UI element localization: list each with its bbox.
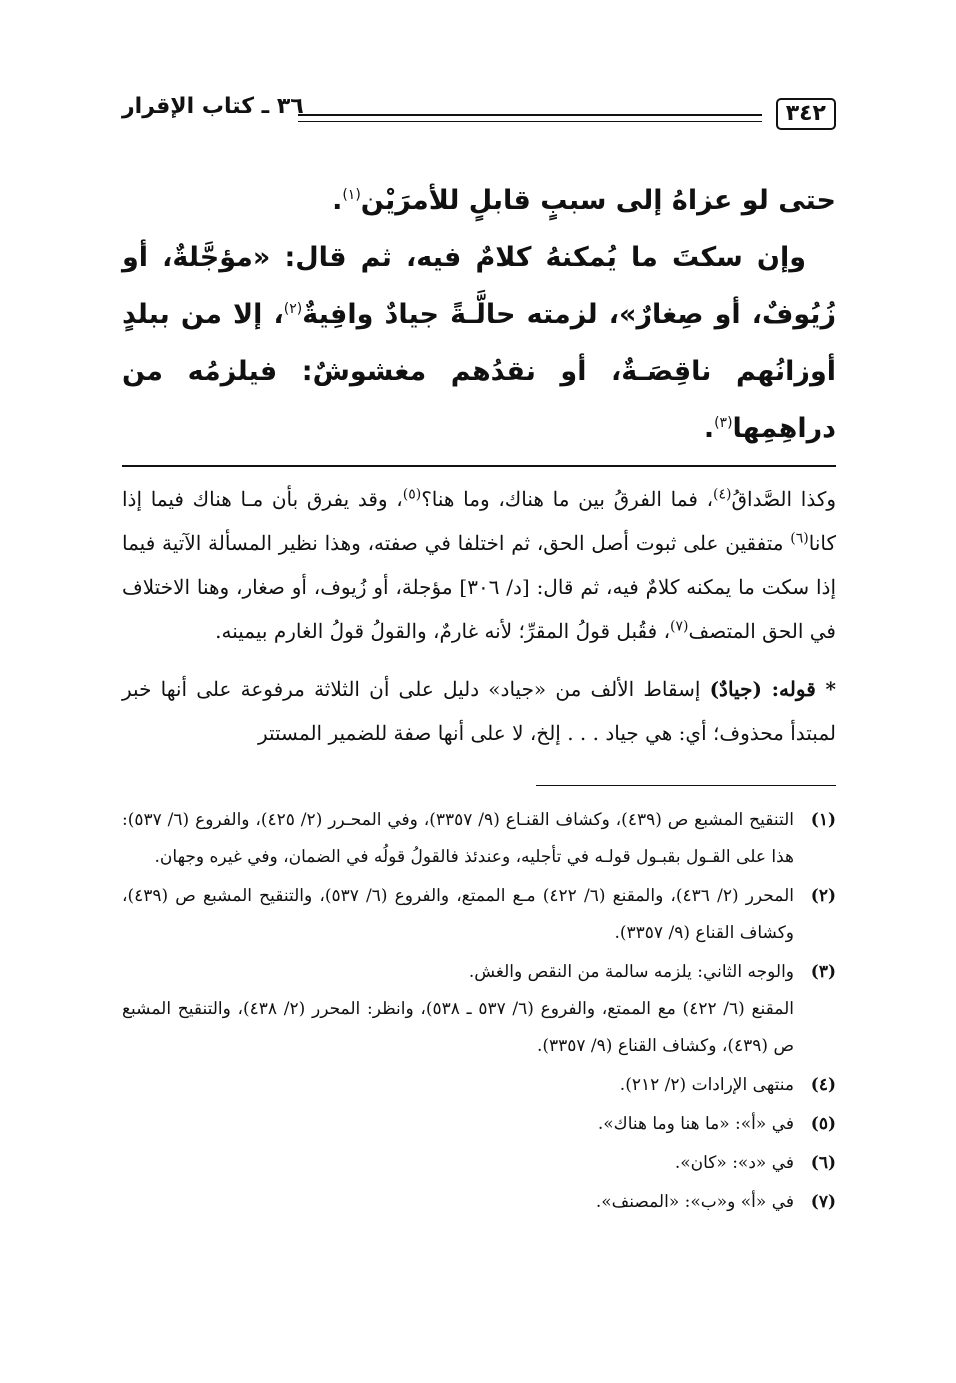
commentary-span: إسقاط الألف من «جياد» دليل على أن الثلاثة مرفوعة على أنها خبر لمبتدأ محذوف؛ أي: هي جياد . . . إلخ، لا على أنها صفة للضمير المستتر <box>122 677 836 745</box>
footnote-line: في «أ»: «ما هنا وما هناك». <box>597 1114 794 1134</box>
footnote-text <box>122 1145 794 1182</box>
footnote-line: التنقيح المشبع ص (٤٣٩)، وكشاف القنـاع (٩/ ٣٣٥٧)، وفي المحـرر (٢/ ٤٢٥)، والفروع (٦/ ٥٣٧): هذا على القـول بقبـول قولـه في تأجليه، وعندئذ فالقولُ قولُه في الضمان، وفي غيره وجهان. <box>122 810 795 867</box>
footnote-line: في «أ» و«ب»: «المصنف». <box>595 1192 794 1212</box>
footnote-divider <box>536 785 836 786</box>
header-rule <box>298 114 762 122</box>
main-paragraph-2 <box>122 229 836 457</box>
footnote-ref-7: (٧) <box>670 618 689 635</box>
footnote-number: (٥) <box>810 1114 836 1134</box>
footnote-line: والوجه الثاني: يلزمه سالمة من النقص والغش. <box>468 962 794 982</box>
footnote-text <box>122 802 794 876</box>
footnote-number: (٧) <box>810 1192 836 1212</box>
commentary-span: ، وقد يفرق بأن مـا هناك فيما إذا كانا <box>122 487 836 555</box>
footnote-number: (١) <box>810 810 836 830</box>
chapter-title: ٣٦ ـ كتاب الإقرار <box>122 94 304 119</box>
footnote-number: (٦) <box>810 1153 836 1173</box>
commentary-span: متفقين على ثبوت أصل الحق، ثم اختلفا في صفته، وهذا نظير المسألة الآتية فيما إذا سكت ما يمكنه كلامٌ فيه، ثم قال: [د/ ٣٠٦] مؤجلة، أو زُيوف، أو صغار، وهنا الاختلاف في الحق المتصف <box>122 531 836 643</box>
main-text-span: . <box>703 413 715 444</box>
page-number: ٣٤٢ <box>776 98 836 130</box>
footnote-text <box>122 954 794 1065</box>
footnote-number: (٢) <box>810 886 836 906</box>
main-text-span: ، إلا من ببلدٍ أوزانُهم ناقِصَـةٌ، أو نقدُهم مغشوشٌ: فيلزمُه من دراهِمِها <box>122 299 836 444</box>
main-text-span: وإن سكتَ ما يُمكنهُ كلامٌ فيه، ثم قال: «مؤجَّلةٌ، أو زُيُوفٌ، أو صِغارٌ»، لزمته حالَّـةً جيادٌ وافِيةٌ <box>122 242 836 330</box>
main-paragraph-1 <box>122 172 836 229</box>
footnote-ref-2: (٢) <box>283 301 303 317</box>
footnote-text <box>122 1067 794 1104</box>
footnote-line: منتهى الإرادات (٢/ ٢١٢). <box>619 1075 794 1095</box>
main-text-span: . <box>332 185 343 216</box>
footnote-line: المحرر (٢/ ٤٣٦)، والمقنع (٦/ ٤٢٢) مـع الممتع، والفروع (٦/ ٥٣٧)، والتنقيح المشبع ص (٤٣٩)، وكشاف القناع (٩/ ٣٣٥٧). <box>122 886 794 943</box>
footnote-ref-4: (٤) <box>713 486 732 503</box>
main-text-divider <box>122 465 836 467</box>
footnote-ref-6: (٦) <box>790 530 809 547</box>
footnote-number: (٣) <box>810 962 836 982</box>
footnote-text <box>122 1184 794 1221</box>
footnote <box>122 802 836 876</box>
page-header <box>122 90 836 132</box>
footnote-ref-3: (٣) <box>714 415 733 431</box>
footnote-line: المقنع (٦/ ٤٢٢) مع الممتع، والفروع (٦/ ٥٣٧ ـ ٥٣٨)، وانظر: المحرر (٢/ ٤٣٨)، والتنقيح المشبع ص (٤٣٩)، وكشاف القناع (٩/ ٣٣٥٧). <box>122 999 795 1056</box>
commentary-paragraph-1 <box>122 477 836 653</box>
commentary-span: ، فقُبل قولُ المقرِّ؛ لأنه غارمٌ، والقولُ قولُ الغارم بيمينه. <box>215 619 671 643</box>
commentary-label: * قوله: (جيادٌ) <box>709 677 837 701</box>
commentary <box>122 477 836 755</box>
footnote <box>122 1106 836 1143</box>
footnote <box>122 1145 836 1182</box>
commentary-span: ، فما الفرقُ بين ما هناك، وما هنا؟ <box>421 487 714 511</box>
footnote <box>122 878 836 952</box>
main-text-span: حتى لو عزاهُ إلى سببٍ قابلٍ للأمرَيْن <box>360 185 836 216</box>
footnote-number: (٤) <box>810 1075 836 1095</box>
commentary-paragraph-2 <box>122 667 836 755</box>
footnote <box>122 954 836 1065</box>
footnote-ref-5: (٥) <box>402 486 422 503</box>
commentary-span: وكذا الصَّداقُ <box>731 487 837 511</box>
footnote-line: في «د»: «كان». <box>674 1153 794 1173</box>
footnote-ref-1: (١) <box>342 187 361 203</box>
footnotes <box>122 802 836 1221</box>
footnote <box>122 1067 836 1104</box>
document-page <box>122 90 836 1223</box>
footnote-text <box>122 878 794 952</box>
footnote <box>122 1184 836 1221</box>
main-text <box>122 172 836 457</box>
footnote-text <box>122 1106 794 1143</box>
